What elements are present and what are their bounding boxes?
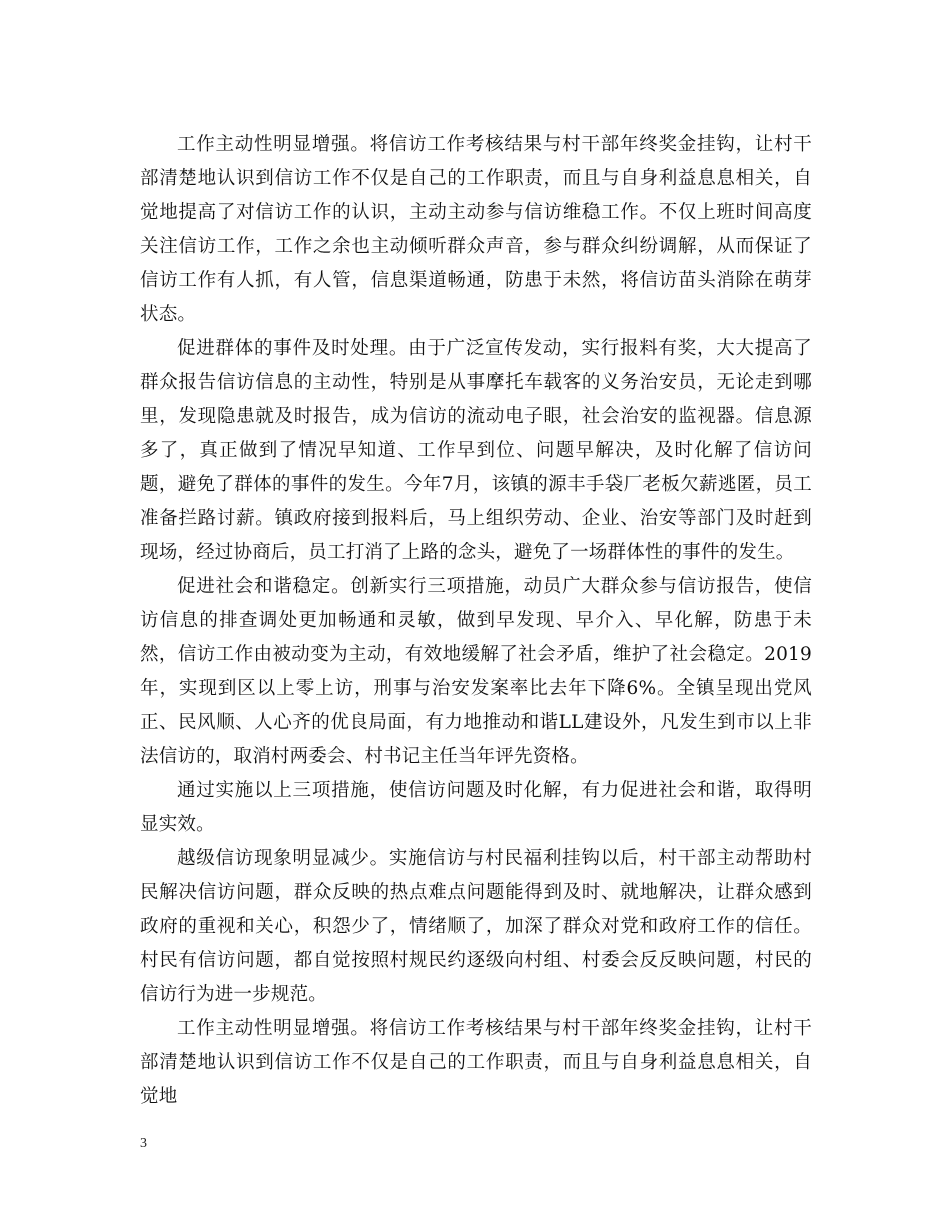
paragraph-1: 工作主动性明显增强。将信访工作考核结果与村干部年终奖金挂钩，让村干部清楚地认识到信访工作不仅是自己的工作职责，而且与自身利益息息相关，自觉地提高了对信访工作的认识，主动主动参与信访维稳工作。不仅上班时间高度关注信访工作，工作之余也主动倾听群众声音，参与群众纠纷调解，从而保证了信访工作有人抓，有人管，信息渠道畅通，防患于未然，将信访苗头消除在萌芽状态。 bbox=[140, 134, 812, 325]
page-number: 3 bbox=[140, 1136, 147, 1151]
document-body bbox=[140, 128, 812, 1114]
paragraph-6: 工作主动性明显增强。将信访工作考核结果与村干部年终奖金挂钩，让村干部清楚地认识到信访工作不仅是自己的工作职责，而且与自身利益息息相关，自觉地 bbox=[140, 1018, 812, 1107]
paragraph-4: 通过实施以上三项措施，使信访问题及时化解，有力促进社会和谐，取得明显实效。 bbox=[140, 780, 812, 835]
paragraph-2: 促进群体的事件及时处理。由于广泛宣传发动，实行报料有奖，大大提高了群众报告信访信息的主动性，特别是从事摩托车载客的义务治安员，无论走到哪里，发现隐患就及时报告，成为信访的流动电子眼，社会治安的监视器。信息源多了，真正做到了情况早知道、工作早到位、问题早解决，及时化解了信访问题，避免了群体的事件的发生。今年7月，该镇的源丰手袋厂老板欠薪逃匿，员工准备拦路讨薪。镇政府接到报料后，马上组织劳动、企业、治安等部门及时赶到现场，经过协商后，员工打消了上路的念头，避免了一场群体性的事件的发生。 bbox=[140, 338, 812, 563]
paragraph-3: 促进社会和谐稳定。创新实行三项措施，动员广大群众参与信访报告，使信访信息的排查调处更加畅通和灵敏，做到早发现、早介入、早化解，防患于未然，信访工作由被动变为主动，有效地缓解了社会矛盾，维护了社会稳定。2019年，实现到区以上零上访，刑事与治安发案率比去年下降6%。全镇呈现出党风正、民风顺、人心齐的优良局面，有力地推动和谐LL建设外，凡发生到市以上非法信访的，取消村两委会、村书记主任当年评先资格。 bbox=[140, 576, 812, 767]
paragraph-5: 越级信访现象明显减少。实施信访与村民福利挂钩以后，村干部主动帮助村民解决信访问题，群众反映的热点难点问题能得到及时、就地解决，让群众感到政府的重视和关心，积怨少了，情绪顺了，加深了群众对党和政府工作的信任。村民有信访问题，都自觉按照村规民约逐级向村组、村委会反反映问题，村民的信访行为进一步规范。 bbox=[140, 848, 812, 1005]
